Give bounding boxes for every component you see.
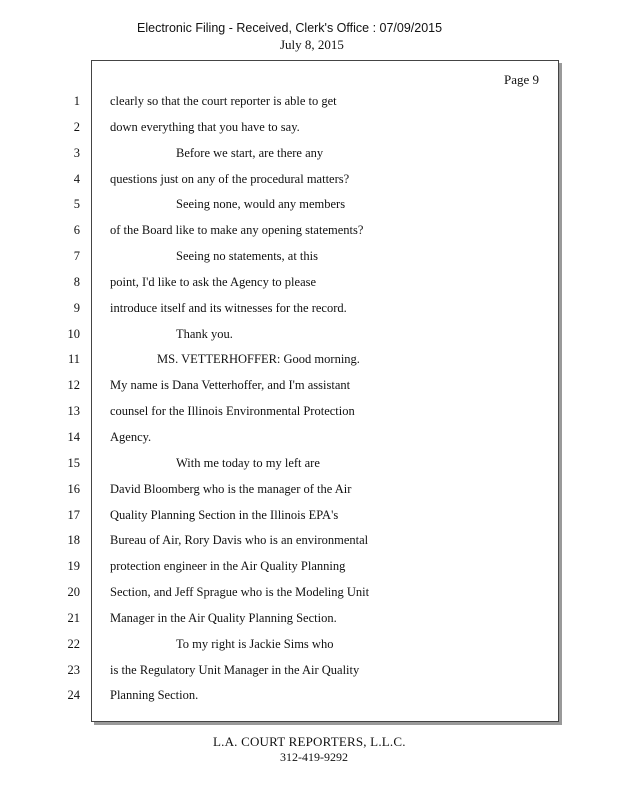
line-text: Manager in the Air Quality Planning Section.	[110, 610, 337, 625]
transcript-line	[0, 399, 600, 425]
line-text: Seeing none, would any members	[176, 197, 346, 212]
transcript-line	[0, 658, 600, 684]
line-number: 9	[73, 300, 80, 315]
line-number: 17	[67, 507, 80, 522]
transcript-line	[0, 322, 600, 348]
transcript-line	[0, 632, 600, 658]
page-number: Page 9	[504, 72, 540, 87]
line-number: 13	[67, 404, 80, 419]
transcript-line	[0, 477, 600, 503]
line-text: Planning Section.	[110, 688, 199, 703]
line-number: 6	[73, 223, 80, 238]
line-text: Section, and Jeff Sprague who is the Modeling Unit	[110, 585, 370, 600]
line-number: 23	[67, 662, 80, 677]
transcript-lines	[0, 89, 600, 709]
line-text: point, I'd like to ask the Agency to please	[110, 274, 317, 289]
line-number: 20	[67, 585, 80, 600]
line-number: 3	[73, 145, 80, 160]
line-text: Agency.	[110, 429, 152, 444]
line-number: 18	[67, 533, 80, 548]
line-text: counsel for the Illinois Environmental Protection	[110, 404, 355, 419]
line-number: 4	[73, 171, 80, 186]
transcript-line	[0, 270, 600, 296]
line-number: 14	[67, 429, 80, 444]
transcript-line	[0, 141, 600, 167]
line-text: Thank you.	[176, 326, 233, 341]
transcript-line	[0, 683, 600, 709]
line-text: Before we start, are there any	[176, 145, 324, 160]
line-text: To my right is Jackie Sims who	[176, 636, 334, 651]
line-number: 21	[67, 610, 80, 625]
line-number: 1	[73, 94, 80, 108]
transcript-line	[0, 580, 600, 606]
transcript-line	[0, 554, 600, 580]
line-text: clearly so that the court reporter is able to get	[110, 94, 337, 108]
transcript-line	[0, 192, 600, 218]
line-number: 24	[67, 688, 80, 703]
line-number: 12	[67, 378, 80, 393]
line-number: 22	[67, 636, 80, 651]
line-text: With me today to my left are	[176, 455, 320, 470]
line-text: My name is Dana Vetterhoffer, and I'm assistant	[110, 378, 351, 393]
transcript-line	[0, 89, 600, 115]
line-number: 19	[67, 559, 80, 574]
line-text: of the Board like to make any opening statements?	[110, 223, 364, 238]
line-text: protection engineer in the Air Quality Planning	[110, 559, 346, 574]
transcript-line	[0, 347, 600, 373]
line-text: down everything that you have to say.	[110, 119, 300, 134]
line-text: introduce itself and its witnesses for the record.	[110, 300, 347, 315]
line-text: is the Regulatory Unit Manager in the Air Quality	[110, 662, 360, 677]
transcript-line	[0, 606, 600, 632]
transcript-line	[0, 167, 600, 193]
transcript-line	[0, 425, 600, 451]
line-number: 2	[73, 119, 80, 134]
line-number: 7	[73, 249, 80, 264]
transcript-line	[0, 528, 600, 554]
line-text: questions just on any of the procedural matters?	[110, 171, 350, 186]
line-number: 16	[67, 481, 80, 496]
line-number: 15	[67, 455, 80, 470]
transcript-line	[0, 451, 600, 477]
transcript-line	[0, 296, 600, 322]
transcript-line	[0, 244, 600, 270]
line-text: Seeing no statements, at this	[176, 249, 318, 264]
line-number: 8	[73, 274, 80, 289]
transcript-line	[0, 218, 600, 244]
line-number: 5	[73, 197, 80, 212]
transcript-line	[0, 503, 600, 529]
line-text: Bureau of Air, Rory Davis who is an environmental	[110, 533, 369, 548]
line-number: 11	[67, 352, 80, 367]
line-number: 10	[67, 326, 80, 341]
line-text: Quality Planning Section in the Illinois EPA's	[110, 507, 339, 522]
transcript-line	[0, 115, 600, 141]
line-text: David Bloomberg who is the manager of the Air	[110, 481, 352, 496]
filing-stamp: Electronic Filing - Received, Clerk's Office : 07/09/2015	[137, 21, 443, 35]
transcript-line	[0, 373, 600, 399]
footer-reporter: L.A. COURT REPORTERS, L.L.C.	[213, 734, 406, 749]
document-date: July 8, 2015	[280, 37, 344, 52]
footer-phone: 312-419-9292	[280, 750, 348, 764]
line-text: MS. VETTERHOFFER: Good morning.	[157, 352, 360, 367]
